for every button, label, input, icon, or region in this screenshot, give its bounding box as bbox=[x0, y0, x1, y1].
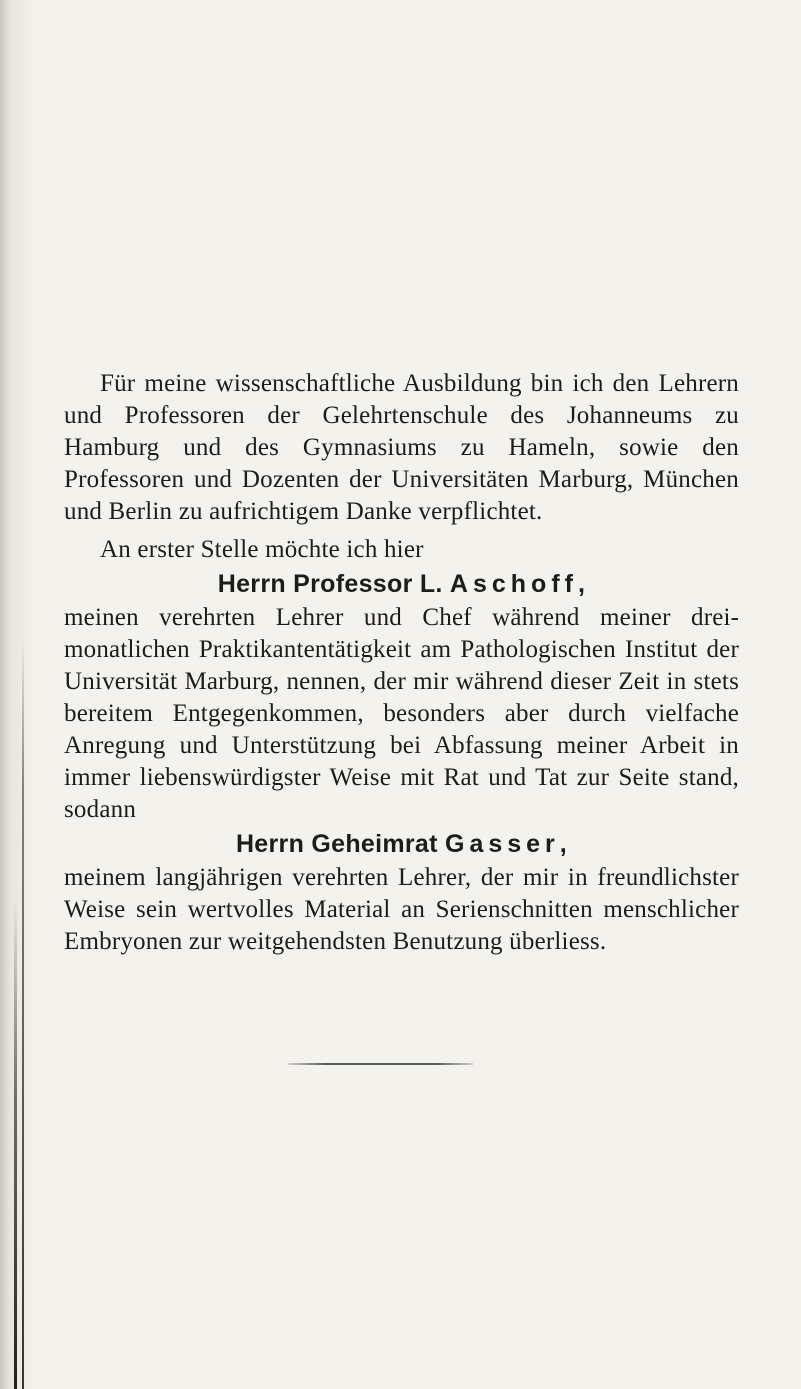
dedication-gasser-prefix: Herrn Geheimrat bbox=[235, 830, 438, 858]
dedication-aschoff bbox=[64, 568, 739, 600]
dedication-aschoff-name: Aschoff bbox=[449, 570, 578, 598]
dedication-aschoff-suffix: , bbox=[577, 570, 586, 598]
scan-edge-line bbox=[22, 640, 24, 1389]
dedication-aschoff-prefix: Herrn Professor L. bbox=[217, 570, 443, 598]
acknowledgement-text bbox=[64, 368, 739, 958]
dedication-gasser bbox=[64, 828, 739, 860]
scan-edge-shadow bbox=[0, 0, 34, 1389]
dedication-gasser-suffix: , bbox=[559, 830, 568, 858]
paragraph-gasser-thanks: meinem langjährigen verehrten Lehrer, der mir in freundlichster Weise sein wertvolles Material an Serienschnitten menschlicher Embryonen zur weitgehendsten Benutzung überliess. bbox=[64, 864, 739, 955]
paragraph-thanks-teachers: Für meine wissenschaftliche Ausbildung bin ich den Lehrern und Professoren der Gelehrtenschule des Johanneums zu Hamburg und des Gymnasiums zu Hameln, sowie den Professoren und Dozenten der Universitäten Marburg, München und Berlin zu aufrichtigem Danke verpflichtet. bbox=[64, 370, 739, 525]
scan-edge-line-outer bbox=[14, 900, 17, 1389]
dedication-gasser-name: Gasser bbox=[445, 830, 560, 858]
paragraph-first-place: An erster Stelle möchte ich hier bbox=[100, 536, 424, 563]
closing-rule bbox=[288, 1063, 473, 1065]
paragraph-aschoff-thanks: meinen verehrten Lehrer und Chef während meiner dreimonatlichen Praktikantentätigkeit am Pathologischen Institut der Universität Marburg, nennen, der mir während dieser Zeit in stets bereitem Entgegenkommen, besonders aber durch vielfache Anregung und Unterstützung bei Abfassung meiner Arbeit in immer liebenswürdigster Weise mit Rat und Tat zur Seite stand, sodann bbox=[64, 604, 739, 823]
